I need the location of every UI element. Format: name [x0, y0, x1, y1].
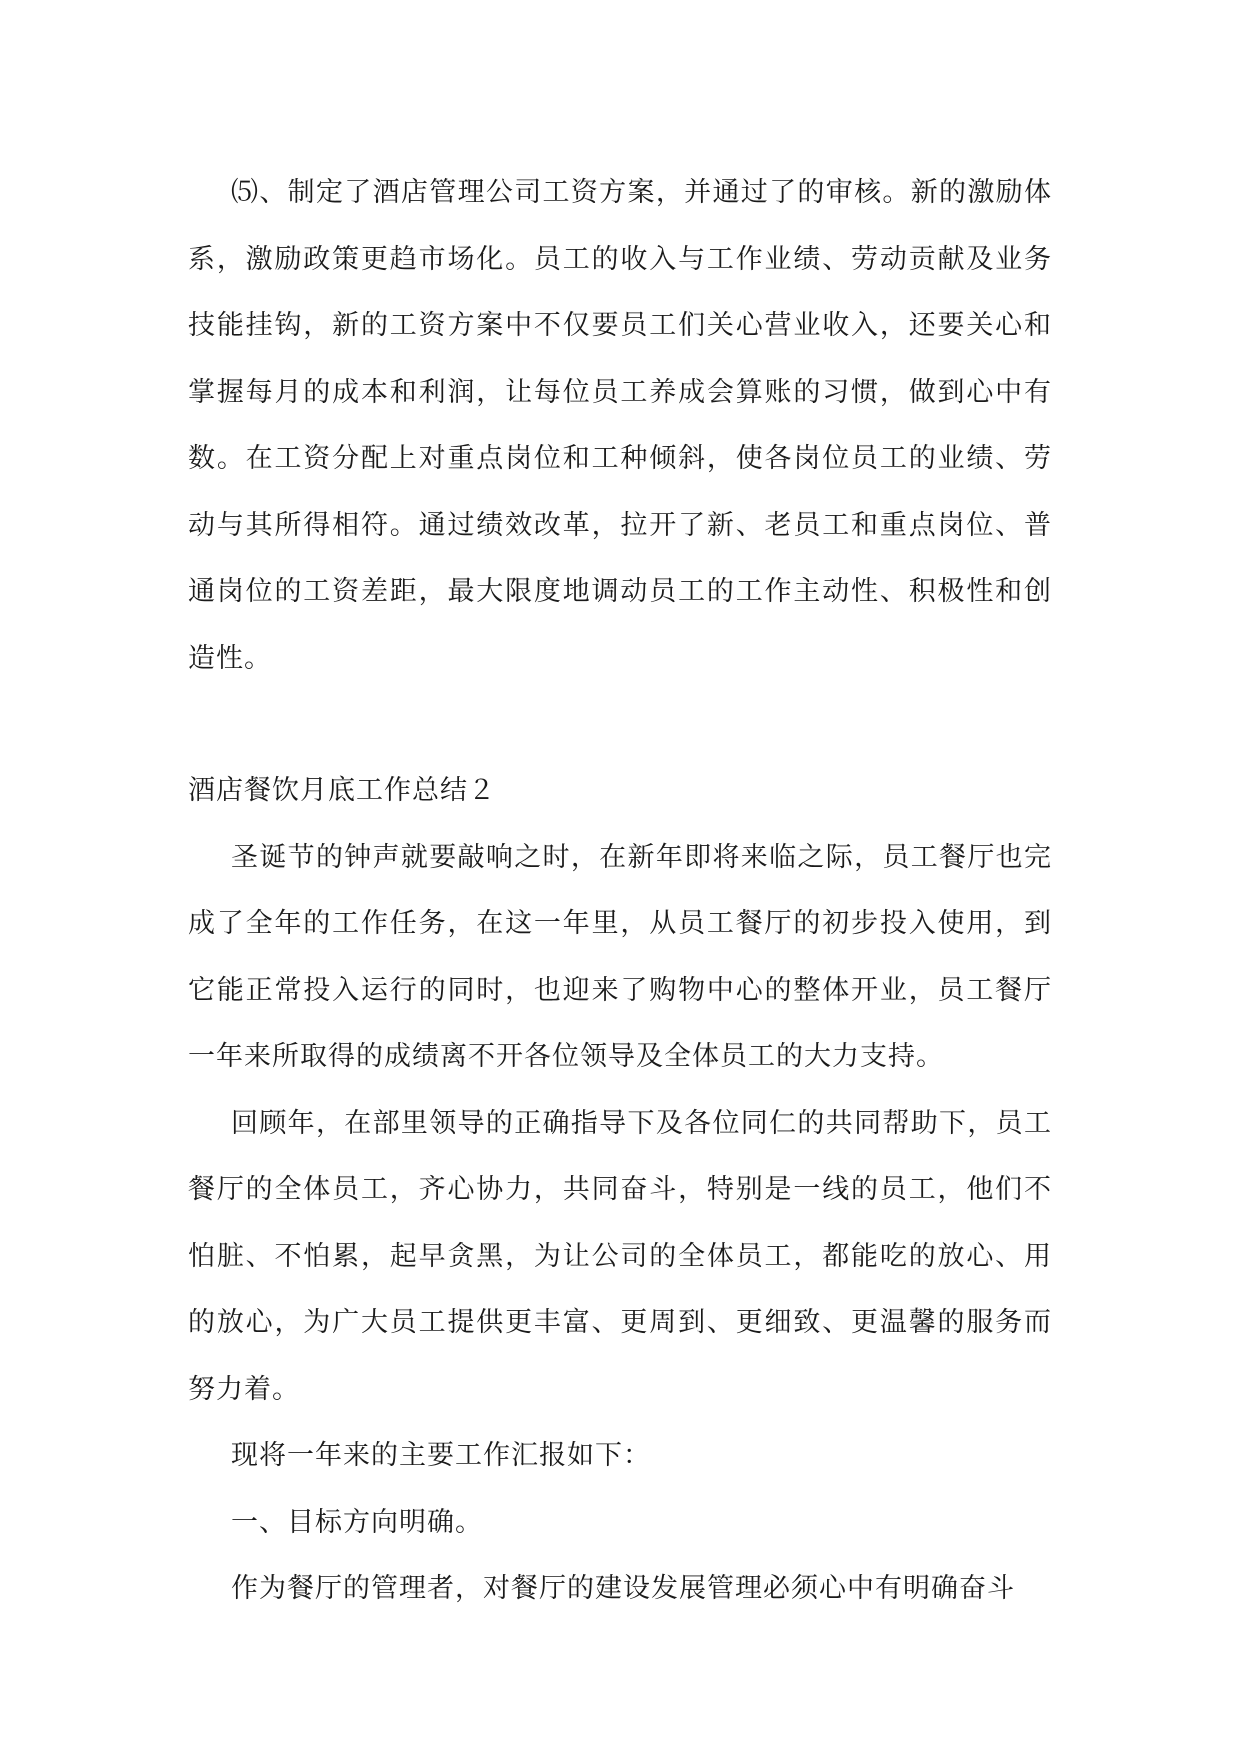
paragraph-item-one: 一、目标方向明确。: [231, 1506, 483, 1538]
paragraph-salary-plan: ⑸、制定了酒店管理公司工资方案，并通过了的审核。新的激励体系，激励政策更趋市场化。员工的收入与工作业绩、劳动贡献及业务技能挂钩，新的工资方案中不仅要员工们关心营业收入，还要关心和掌握每月的成本和利润，让每位员工养成会算账的习惯，做到心中有数。在工资分配上对重点岗位和工种倾斜，使各岗位员工的业绩、劳动与其所得相符。通过绩效改革，拉开了新、老员工和重点岗位、普通岗位的工资差距，最大限度地调动员工的工作主动性、积极性和创造性。: [188, 177, 1052, 674]
section-heading: 酒店餐饮月底工作总结２: [188, 775, 496, 806]
paragraph-review: 回顾年，在部里领导的正确指导下及各位同仁的共同帮助下，员工餐厅的全体员工，齐心协力，共同奋斗，特别是一线的员工，他们不怕脏、不怕累，起早贪黑，为让公司的全体员工，都能吃的放心、用的放心，为广大员工提供更丰富、更周到、更细致、更温馨的服务而努力着。: [188, 1107, 1052, 1405]
paragraph-report-intro: 现将一年来的主要工作汇报如下：: [231, 1440, 651, 1471]
section-spacer: [188, 692, 1052, 758]
paragraph-christmas-intro: 圣诞节的钟声就要敲响之时，在新年即将来临之际，员工餐厅也完成了全年的工作任务，在这一年里，从员工餐厅的初步投入使用，到它能正常投入运行的同时，也迎来了购物中心的整体开业，员工餐厅一年来所取得的成绩离不开各位领导及全体员工的大力支持。: [188, 841, 1052, 1072]
paragraph-manager-goal: 作为餐厅的管理者，对餐厅的建设发展管理必须心中有明确奋斗: [231, 1573, 1015, 1604]
document-body: [188, 160, 1052, 1623]
